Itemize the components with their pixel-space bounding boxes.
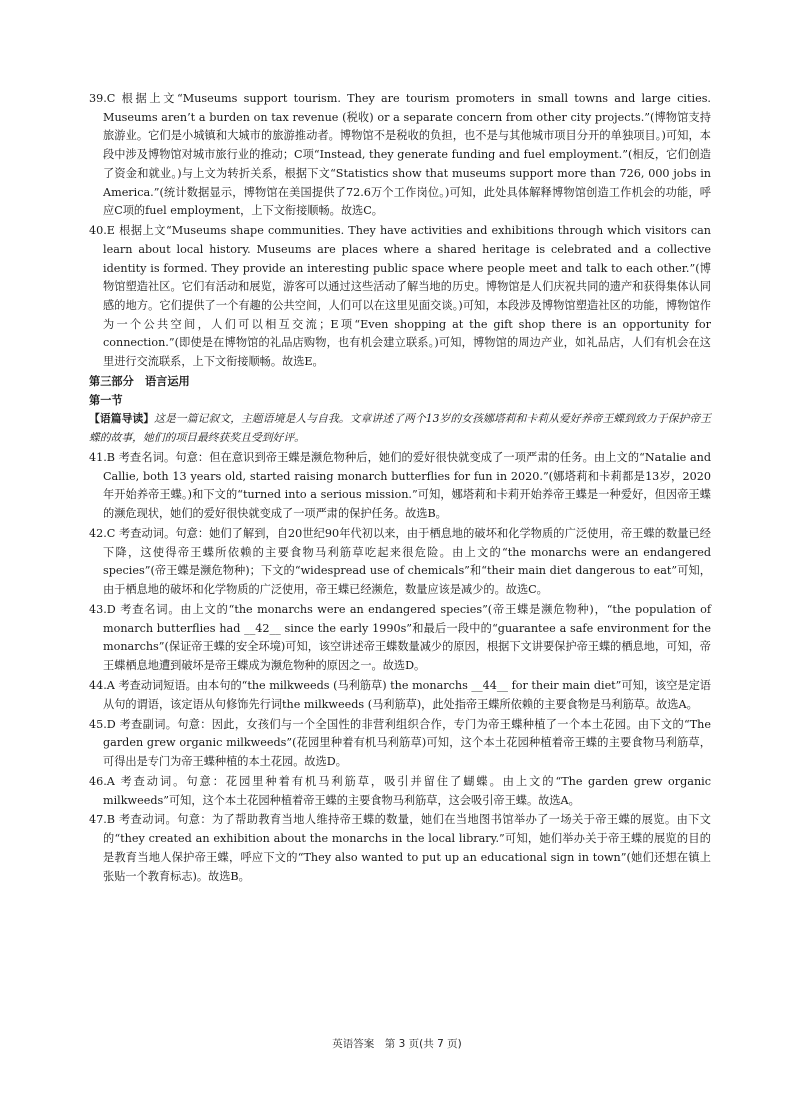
answer-number: 47.B: [89, 813, 116, 827]
answer-document: [89, 90, 711, 887]
answer-text: 考查动词短语。由本句的“the milkweeds (马利筋草) the monarchs __44__ for their main diet”可知，该空是定语从句的谓语，该定语从句修饰先行词the milkweeds (马利筋草)，此处指帝王蝶所依赖的主要食物是马利筋草。故选A。: [103, 678, 711, 711]
answer-item-45: [89, 716, 711, 772]
answer-number: 46.A: [89, 774, 115, 788]
answer-item-44: [89, 677, 711, 714]
answer-text: 根据上文“Museums support tourism. They are tourism promoters in small towns and large cities. Museums aren’t a burden on tax revenue (税收) or a separate concern from other city projects.”(博物馆支持旅游业。它们是小城镇和大城市的旅游推动者。博物馆不是税收的负担，也不是与其他城市项目分开的单独项目。)可知，本段中涉及博物馆对城市旅行业的推动；C项“Instead, they generate funding and fuel employment.”(相反，它们创造了资金和就业。)与上文为转折关系，根据下文“Statistics show that museums support more than 726, 000 jobs in America.”(统计数据显示，博物馆在美国提供了72.6万个工作岗位。)可知，此处具体解释博物馆创造工作机会的功能，呼应C项的fuel employment，上下文衔接顺畅。故选C。: [103, 92, 711, 218]
answer-text: 考查副词。句意：因此，女孩们与一个全国性的非营利组织合作，专门为帝王蝶种植了一个本土花园。由下文的“The garden grew organic milkweeds”(花园里种着有机马利筋草)可知，这个本土花园种植着帝王蝶的主要食物马利筋草，可得出是专门为帝王蝶种植的本土花园。故选D。: [103, 717, 711, 768]
answer-text: 考查动词。句意：花园里种着有机马利筋草，吸引并留住了蝴蝶。由上文的“The garden grew organic milkweeds”可知，这个本土花园种植着帝王蝶的主要食物马利筋草，这会吸引帝王蝶。故选A。: [103, 774, 712, 807]
intro-label: 【语篇导读】: [89, 412, 155, 426]
intro-text: 这是一篇记叙文，主题语境是人与自我。文章讲述了两个13岁的女孩娜塔莉和卡莉从爱好养帝王蝶到致力于保护帝王蝶的故事，她们的项目最终获奖且受到好评。: [89, 412, 712, 445]
answer-item-41: [89, 449, 711, 524]
page-footer: 英语答案 第 3 页(共 7 页): [332, 1038, 462, 1050]
answer-number: 43.D: [89, 602, 116, 616]
section-heading: 第三部分 语言运用: [89, 374, 190, 388]
subsection-heading: 第一节: [89, 393, 123, 407]
answer-text: 考查名词。句意：但在意识到帝王蝶是濒危物种后，她们的爱好很快就变成了一项严肃的任务。由上文的“Natalie and Callie, both 13 years old, started raising monarch butterflies for fun in 2020.”(娜塔莉和卡莉都是13岁，2020年开始养帝王蝶。)和下文的“turned into a serious mission.”可知，娜塔莉和卡莉开始养帝王蝶是一种爱好，但因帝王蝶的濒危现状，她们的爱好很快就变成了一项严肃的保护任务。故选B。: [103, 450, 711, 521]
answer-item-39: [89, 90, 711, 221]
answer-number: 39.C: [89, 92, 116, 105]
answer-number: 41.B: [89, 450, 116, 464]
answer-number: 42.C: [89, 526, 116, 540]
answer-text: 根据上文“Museums shape communities. They have activities and exhibitions through which visitors can learn about local history. Museums are places where a shared heritage is celebrated and a collective identity is formed. They provide an interesting public space where people meet and talk to each other.”(博物馆塑造社区。它们有活动和展览，游客可以通过这些活动了解当地的历史。博物馆是人们庆祝共同的遗产和获得集体认同感的地方。它们提供了一个有趣的公共空间，人们可以在这里见面交谈。)可知，本段涉及博物馆塑造社区的功能，博物馆作为一个公共空间，人们可以相互交流；E项“Even shopping at the gift shop there is an opportunity for connection.”(即使是在博物馆的礼品店购物，也有机会建立联系。)可知，博物馆的周边产业，如礼品店，人们有机会在这里进行交流联系，上下文衔接顺畅。故选E。: [103, 224, 711, 369]
answer-item-40: [89, 222, 711, 372]
answer-text: 考查动词。句意：她们了解到，自20世纪90年代初以来，由于栖息地的破坏和化学物质的广泛使用，帝王蝶的数量已经下降，这使得帝王蝶所依赖的主要食物马利筋草吃起来很危险。由上文的“the monarchs were an endangered species”(帝王蝶是濒危物种)；下文的“widespread use of chemicals”和“their main diet dangerous to eat”可知，由于栖息地的破坏和化学物质的广泛使用，帝王蝶已经濒危，数量应该是减少的。故选C。: [103, 526, 711, 597]
answer-number: 45.D: [89, 717, 116, 731]
answer-text: 考查动词。句意：为了帮助教育当地人维持帝王蝶的数量，她们在当地图书馆举办了一场关于帝王蝶的展览。由下文的“they created an exhibition about the monarchs in the local library.”可知，她们举办关于帝王蝶的展览的目的是教育当地人保护帝王蝶，呼应下文的“They also wanted to put up an educational sign in town”(她们还想在镇上张贴一个教育标志)。故选B。: [103, 813, 711, 883]
answer-item-43: [89, 601, 711, 676]
answer-text: 考查名词。由上文的“the monarchs were an endangered species”(帝王蝶是濒危物种)，“the population of monarch butterflies had __42__ since the early 1990s”和最后一段中的“guarantee a safe environment for the monarchs”(保证帝王蝶的安全环境)可知，该空讲述帝王蝶数量减少的原因，根据下文讲要保护帝王蝶的栖息地，可知，帝王蝶栖息地遭到破坏是帝王蝶成为濒危物种的原因之一。故选D。: [103, 602, 711, 673]
answer-number: 44.A: [89, 678, 115, 692]
answer-item-46: [89, 773, 711, 810]
passage-intro: [89, 410, 711, 447]
answer-number: 40.E: [89, 224, 115, 238]
answer-item-47: [89, 811, 711, 886]
answer-item-42: [89, 525, 711, 600]
